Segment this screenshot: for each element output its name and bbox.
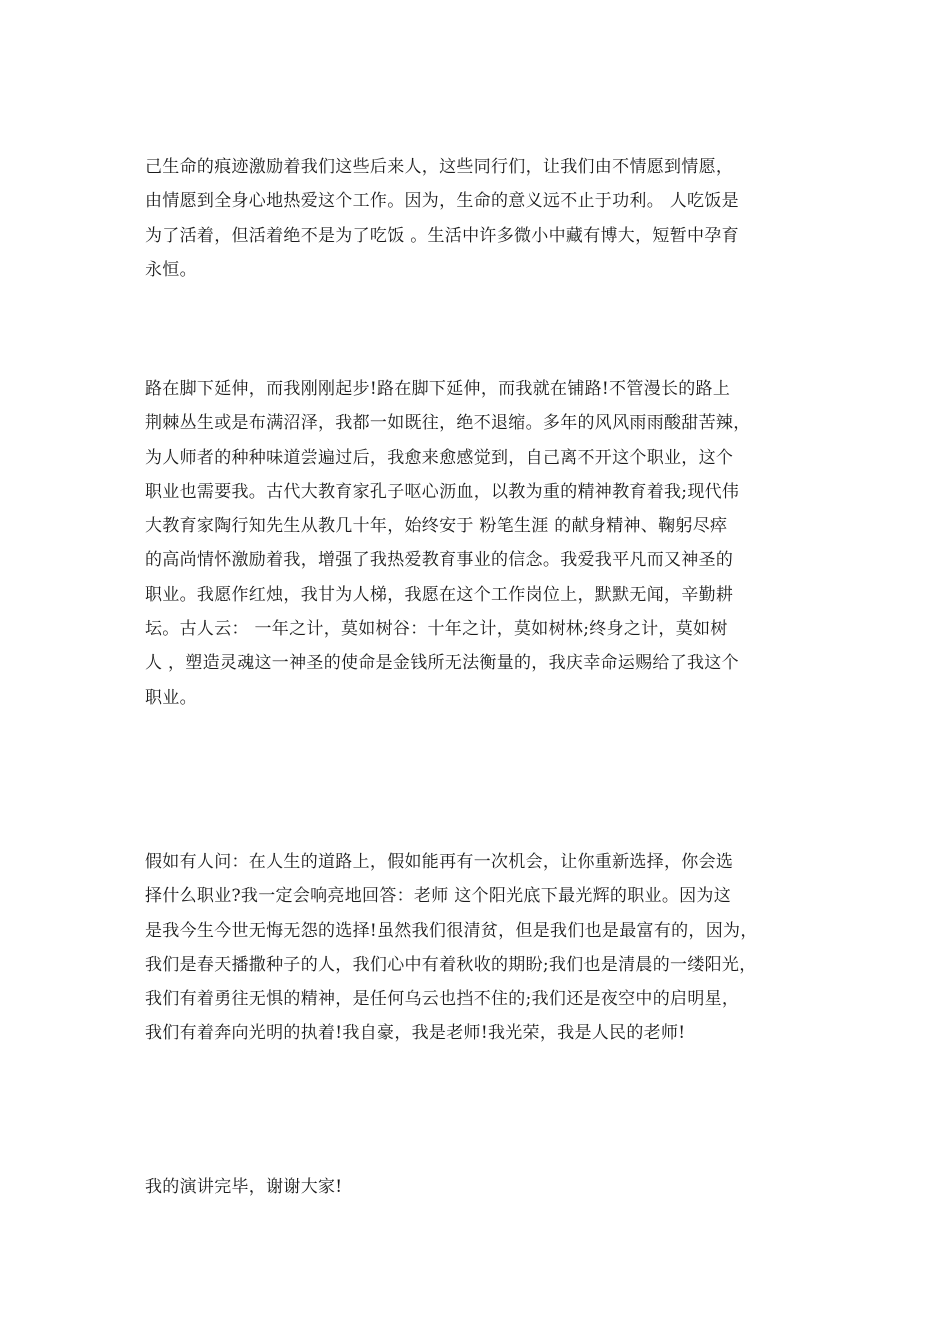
text-line: 我们有着奔向光明的执着!我自豪，我是老师!我光荣，我是人民的老师! — [145, 1023, 686, 1044]
text-line: 路在脚下延伸，而我刚刚起步!路在脚下延伸，而我就在铺路!不管漫长的路上 — [145, 379, 731, 399]
text-line: 人 ，塑造灵魂这一神圣的使命是金钱所无法衡量的，我庆幸命运赐给了我这个 — [145, 653, 739, 674]
text-line: 是我今生今世无悔无怨的选择!虽然我们很清贫，但是我们也是最富有的，因为， — [145, 920, 758, 941]
text-line: 职业。 — [145, 687, 197, 708]
paragraph-2 — [145, 372, 817, 715]
text-line: 职业。我愿作红烛，我甘为人梯，我愿在这个工作岗位上，默默无闻，辛勤耕 — [145, 584, 734, 605]
text-line: 我的演讲完毕，谢谢大家! — [145, 1177, 343, 1197]
text-line: 我们是春天播撒种子的人，我们心中有着秋收的期盼;我们也是清晨的一缕阳光， — [145, 954, 757, 975]
text-line: 职业也需要我。古代大教育家孔子呕心沥血，以教为重的精神教育着我;现代伟 — [145, 481, 740, 502]
text-line: 我们有着勇往无惧的精神，是任何乌云也挡不住的;我们还是夜空中的启明星， — [145, 989, 740, 1010]
paragraph-4 — [145, 1170, 817, 1204]
text-line: 为了活着，但活着绝不是为了吃饭 。生活中许多微小中藏有博大，短暂中孕育 — [145, 225, 739, 246]
text-line: 的高尚情怀激励着我，增强了我热爱教育事业的信念。我爱我平凡而又神圣的 — [145, 550, 734, 571]
text-line: 假如有人问：在人生的道路上，假如能再有一次机会，让你重新选择，你会选 — [145, 852, 734, 872]
paragraph-1 — [145, 150, 817, 287]
paragraph-3 — [145, 845, 817, 1051]
text-line: 为人师者的种种味道尝遍过后，我愈来愈感觉到，自己离不开这个职业，这个 — [145, 447, 734, 468]
text-line: 己生命的痕迹激励着我们这些后来人，这些同行们，让我们由不情愿到情愿， — [145, 157, 734, 177]
text-line: 坛。古人云： 一年之计，莫如树谷：十年之计，莫如树林;终身之计，莫如树 — [145, 619, 728, 640]
text-line: 大教育家陶行知先生从教几十年，始终安于 粉笔生涯 的献身精神、鞠躬尽瘁 — [145, 516, 728, 537]
text-line: 永恒。 — [145, 259, 197, 280]
text-line: 择什么职业?我一定会响亮地回答：老师 这个阳光底下最光辉的职业。因为这 — [145, 886, 732, 907]
text-line: 由情愿到全身心地热爱这个工作。因为，生命的意义远不止于功利。 人吃饭是 — [145, 191, 739, 212]
text-line: 荆棘丛生或是布满沼泽，我都一如既往，绝不退缩。多年的风风雨雨酸甜苦辣， — [145, 413, 751, 434]
